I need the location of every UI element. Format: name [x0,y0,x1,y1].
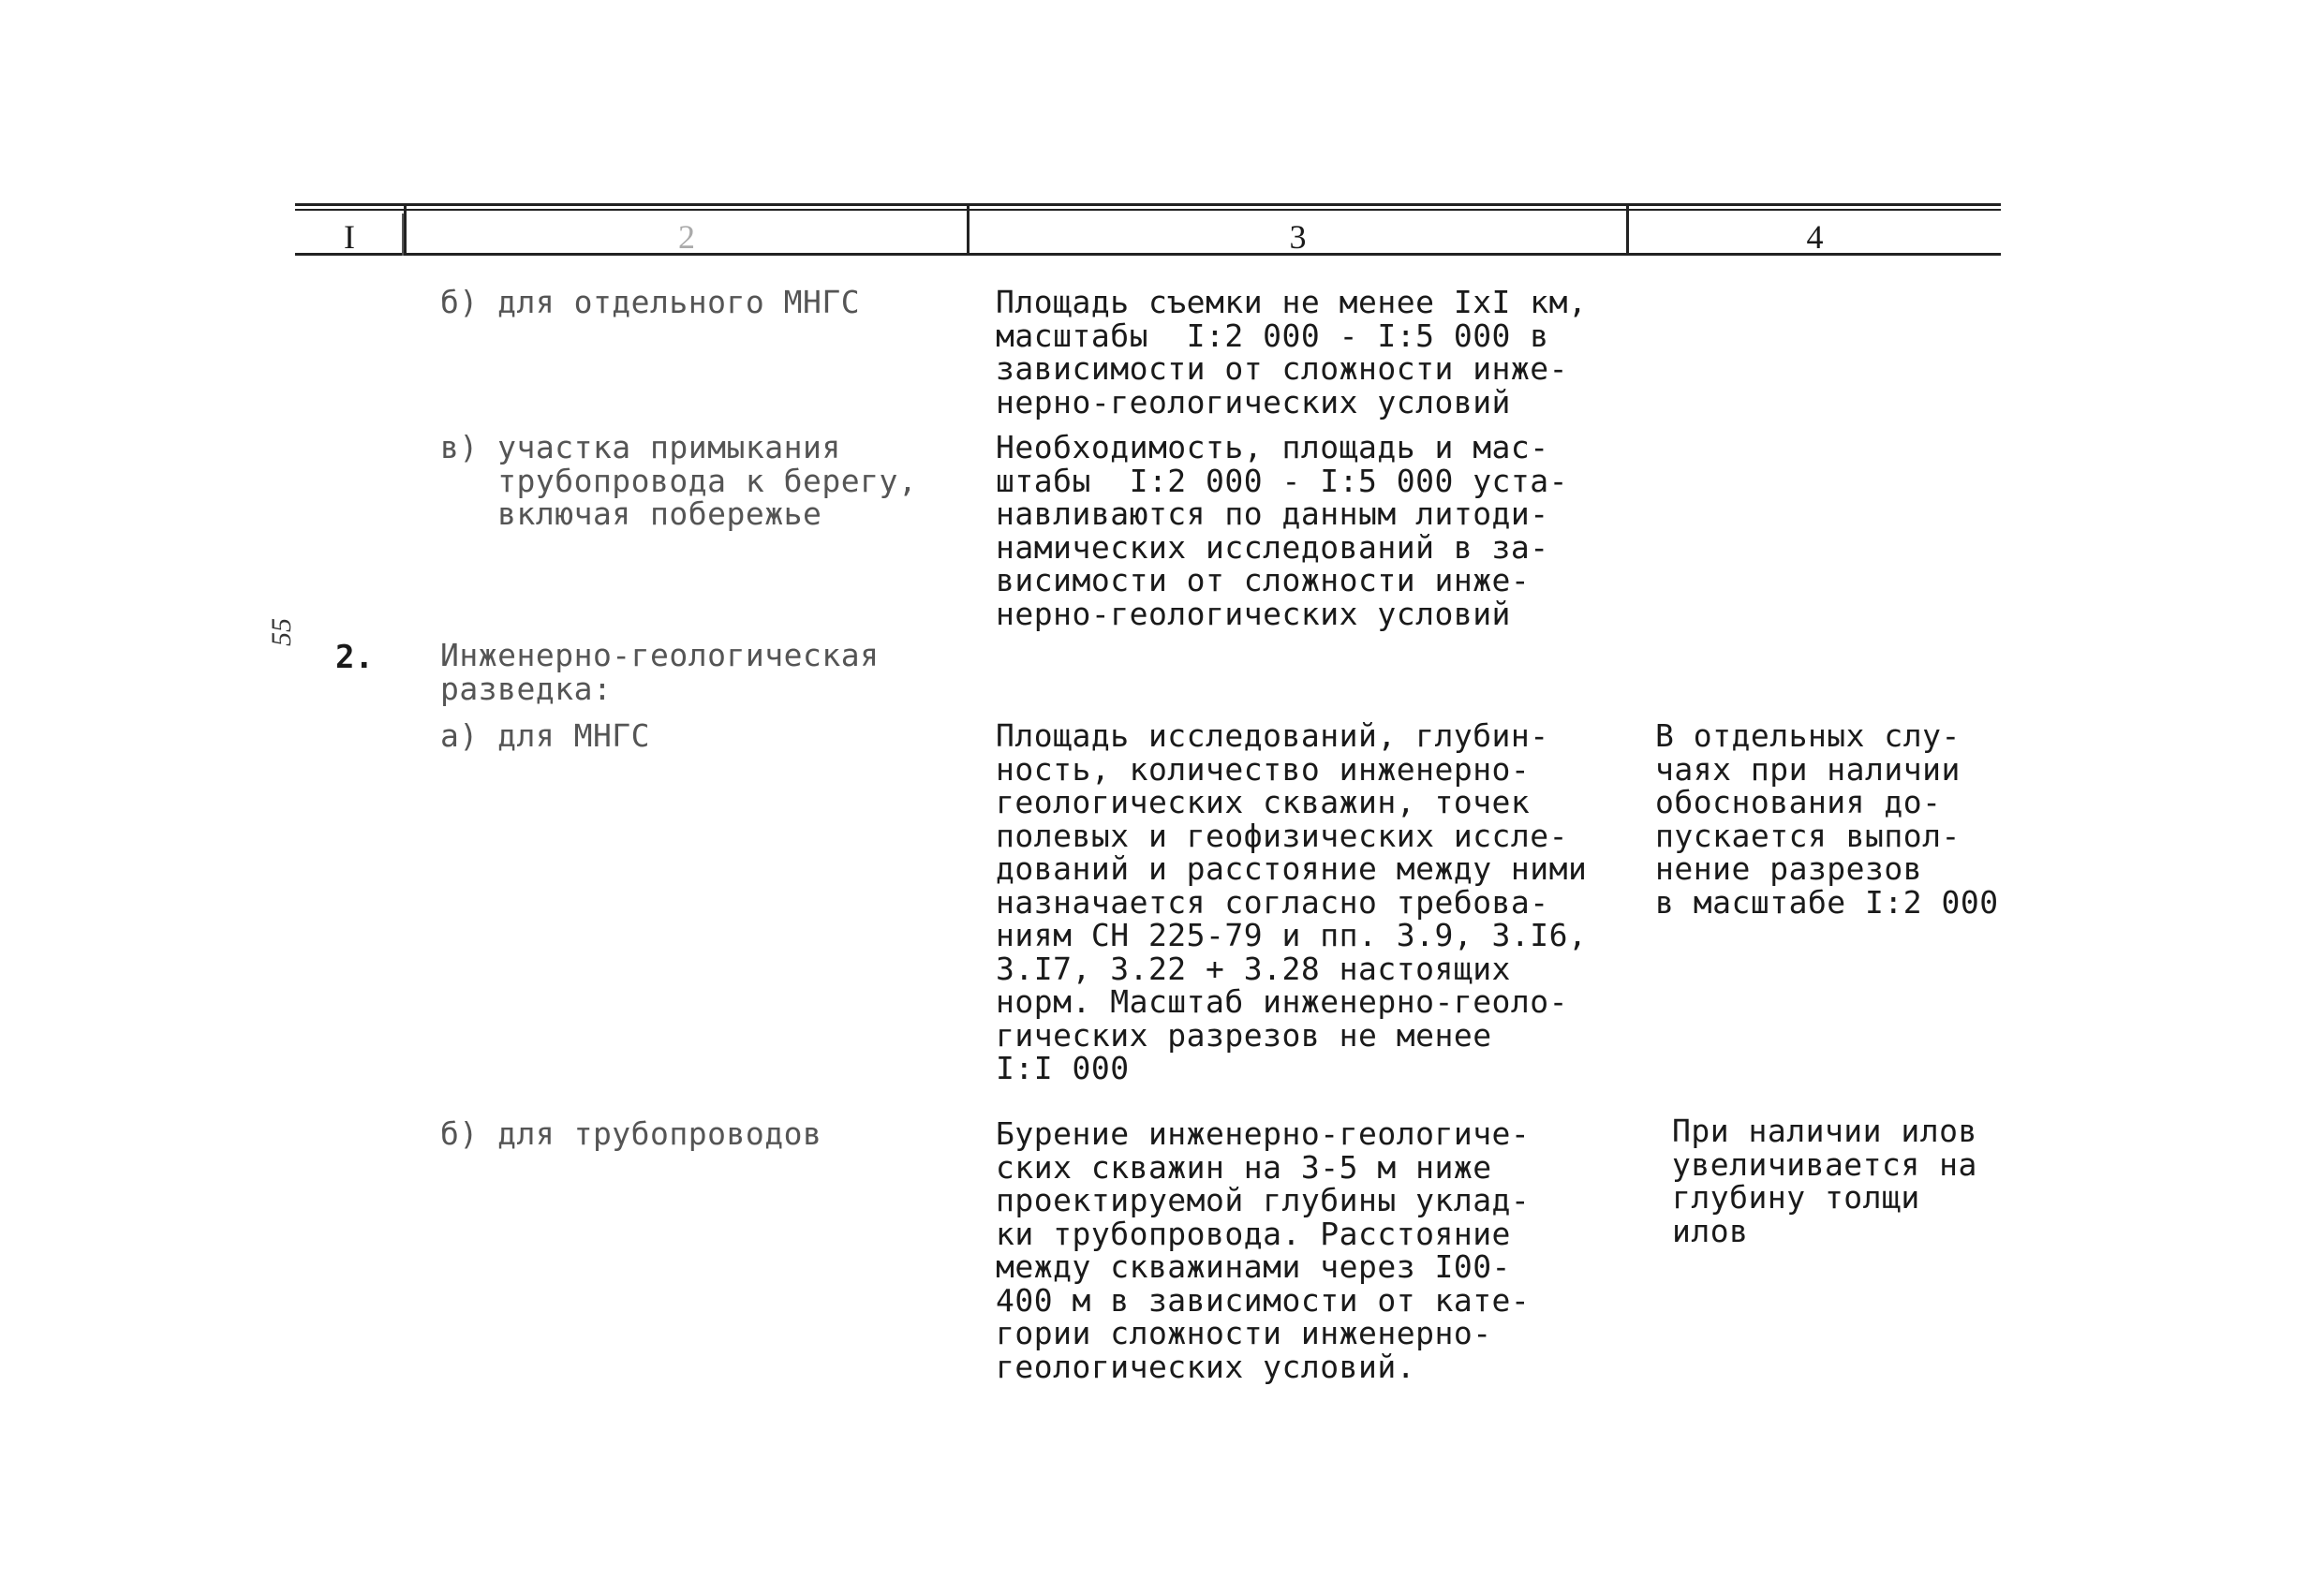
row-1-col2: б) для отдельного МНГС [440,284,861,320]
row-3-col2: Инженерно-геологическая разведка: [440,637,880,707]
row-5-col3: Бурение инженерно-геологиче- ских скважин на 3-5 м ниже проектируемой глубины уклад- ки трубопровода. Расстояние между скважинами через I00- 400 м в зависимости от кате- гории сложности инженерно- геологических условий. [996,1115,1531,1385]
row-3-number: 2. [335,639,374,676]
row-4-col2: а) для МНГС [440,717,651,754]
row-4-col3: Площадь исследований, глубин- ность, количество инженерно- геологических скважин, точек полевых и геофизических иссле- дований и расстояние между ними назначается согласно требова- ниям СН 225-79 и пп. 3.9, 3.I6, 3.I7, 3.22 + 3.28 настоящих норм. Масштаб инженерно-геоло- гических разрезов не менее I:I 000 [996,717,1588,1086]
page-side-mark: 55 [266,618,297,646]
row-1-col3: Площадь съемки не менее IxI км, масштабы I:2 000 - I:5 000 в зависимости от сложности инже- нерно-геологических условий [996,284,1588,420]
header-col-4: 4 [1806,218,1824,256]
row-5-col4: При наличии илов увеличивается на глубину толщи илов [1672,1113,1977,1249]
header-col-2: 2 [678,218,695,256]
table-top-rule [295,203,2001,206]
header-col-3: 3 [1289,218,1307,256]
header-col-1: I [344,218,355,256]
table-top-rule-2 [295,209,2001,211]
row-4-col4: В отдельных слу- чаях при наличии обоснования до- пускается выпол- нение разрезов в масштабе I:2 000 [1655,717,1999,921]
row-2-col3: Необходимость, площадь и мас- штабы I:2 000 - I:5 000 уста- навливаются по данным литоди- намических исследований в за- висимости от сложности инже- нерно-геологических условий [996,429,1569,632]
row-5-col2: б) для трубопроводов [440,1115,822,1152]
row-2-col2: в) участка примыкания трубопровода к берегу, включая побережье [440,429,918,532]
